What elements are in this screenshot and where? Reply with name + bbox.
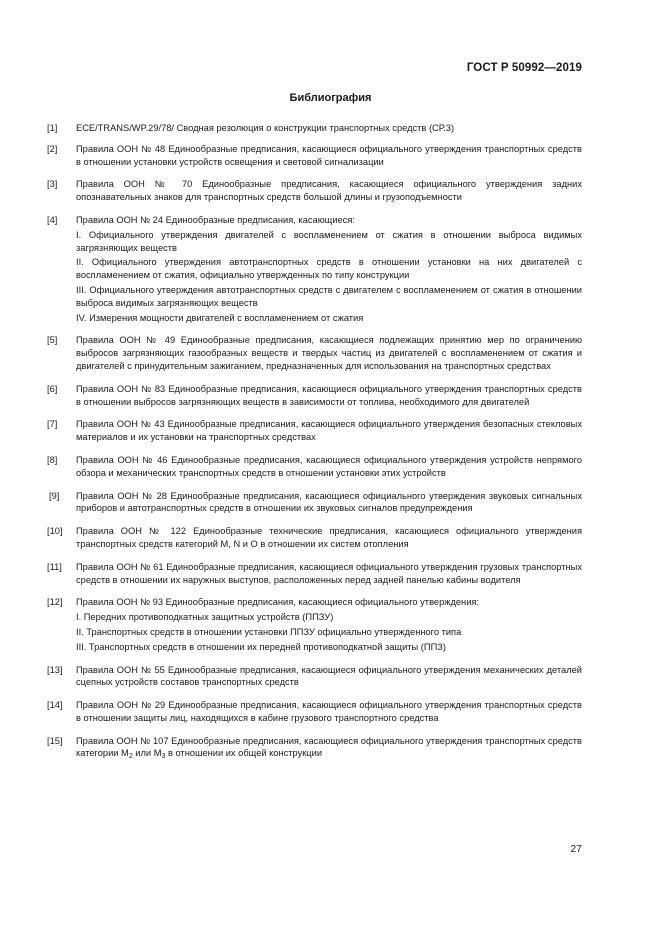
bibliography-entry — [47, 490, 582, 516]
entry-number: [6] — [47, 383, 58, 394]
entry-number: [4] — [47, 214, 58, 225]
entry-paragraph: Правила ООН № 46 Единообразные предписания, касающиеся официального утверждения устройств непрямого обзора и механических транспортных средств в отношении установки этих устройств — [76, 454, 582, 478]
entry-body — [76, 178, 582, 204]
entry-number: [11] — [47, 561, 62, 572]
entry-paragraph: Правила ООН № 43 Единообразные предписания, касающиеся официального утверждения безопасных стекловых материалов и их установки на транспортных средствах — [76, 419, 582, 443]
entry-body — [76, 383, 582, 409]
entry-paragraph: ECE/TRANS/WP.29/78/ Сводная резолюция о конструкции транспортных средств (СР.3) — [76, 123, 455, 133]
bibliography-entry — [47, 454, 582, 480]
entry-body — [76, 525, 582, 551]
entry-text: или М — [132, 748, 162, 759]
bibliography-entry — [47, 699, 582, 725]
entry-number: [12] — [47, 597, 63, 608]
entry-paragraph: Правила ООН № 48 Единообразные предписания, касающиеся официального утверждения транспортных средств в отношении установки устройств освещения и световой сигнализации — [76, 143, 582, 167]
entry-paragraph: Правила ООН № 61 Единообразные предписания, касающиеся официального утверждения грузовых транспортных средств в отношении их наружных выступов, расположенных перед задней панелью кабины водителя — [76, 561, 582, 585]
entry-paragraph: II. Официального утверждения автотранспортных средств в отношении установки на них двигателей с воспламенением от сжатия, официально утвержденных по типу конструкции — [76, 257, 582, 281]
entry-number: [10] — [47, 526, 63, 537]
entry-body — [76, 561, 582, 587]
entry-number: [13] — [47, 664, 63, 675]
entry-number: [8] — [47, 454, 58, 465]
entry-paragraph: Правила ООН № 122 Единообразные технические предписания, касающиеся официального утверждения транспортных средств категорий М, N и О в отношении их систем отопления — [76, 526, 582, 549]
bibliography-entry — [47, 664, 582, 690]
entry-paragraph: Правила ООН № 24 Единообразные предписания, касающиеся: — [76, 214, 355, 225]
entry-body — [76, 664, 582, 690]
entry-paragraph: I. Передних противоподкатных защитных устройств (ППЗУ) — [76, 612, 334, 623]
entry-body — [76, 418, 582, 444]
entry-body — [76, 699, 582, 725]
bibliography-entry — [47, 122, 582, 135]
bibliography-list — [47, 122, 582, 772]
subscript: 2 — [128, 753, 133, 761]
entry-paragraph: Правила ООН № 28 Единообразные предписания, касающиеся официального утверждения звуковых сигнальных приборов и автотранспортных средств в отношении их звуковых сигналов предупреждения — [76, 490, 582, 514]
entry-number: [7] — [47, 419, 58, 430]
entry-body — [76, 122, 582, 135]
bibliography-entry — [47, 735, 582, 761]
entry-paragraph — [76, 735, 582, 761]
bibliography-entry — [47, 383, 582, 409]
bibliography-entry — [47, 334, 582, 372]
entry-number: [1] — [47, 123, 58, 133]
bibliography-entry — [47, 178, 582, 204]
entry-number: [5] — [47, 335, 58, 346]
entry-body — [76, 735, 582, 761]
entry-body — [76, 490, 582, 516]
entry-number: [2] — [47, 143, 58, 154]
entry-body — [76, 454, 582, 480]
entry-paragraph: Правила ООН № 55 Единообразные предписания, касающиеся официального утверждения механических деталей сцепных устройств составов транспортных средств — [76, 664, 582, 688]
entry-paragraph: III. Транспортных средств в отношении их передней противоподкатной защиты (ППЗ) — [76, 641, 446, 652]
entry-paragraph: Правила ООН № 29 Единообразные предписания, касающиеся официального утверждения транспортных средств в отношении защиты лиц, находящихся в кабине грузового транспортного средства — [76, 700, 582, 723]
entry-paragraph: Правила ООН № 70 Единообразные предписания, касающиеся официального утверждения задних опознавательных знаков для транспортных средств большой длины и грузоподъемности — [76, 179, 582, 203]
bibliography-entry — [47, 525, 582, 551]
entry-paragraph: IV. Измерения мощности двигателей с воспламенением от сжатия — [76, 312, 364, 323]
bibliography-entry — [47, 143, 582, 169]
standard-code: ГОСТ Р 50992—2019 — [466, 62, 582, 74]
entry-text: в отношении их общей конструкции — [165, 748, 323, 759]
entry-paragraph: I. Официального утверждения двигателей с воспламенением от сжатия в отношении выброса видимых загрязняющих веществ — [76, 229, 582, 253]
entry-number: [9] — [49, 490, 60, 501]
entry-paragraph: Правила ООН № 49 Единообразные предписания, касающиеся подлежащих принятию мер по ограничению выбросов загрязняющих газообразных веществ и твердых частиц из двигателей с воспламенением от сжатия и двигателей с принудительным зажиганием, предназначенных для использования на транспортных средствах — [76, 335, 582, 371]
entry-body — [76, 334, 582, 372]
bibliography-entry — [47, 596, 582, 653]
bibliography-entry — [47, 214, 582, 324]
section-title: Библиография — [289, 92, 372, 104]
entry-body — [76, 143, 582, 169]
entry-number: [15] — [47, 735, 63, 746]
entry-number: [14] — [47, 700, 63, 711]
entry-paragraph: Правила ООН № 93 Единообразные предписания, касающиеся официального утверждения: — [76, 597, 479, 608]
entry-paragraph: II. Транспортных средств в отношении установки ППЗУ официально утвержденного типа — [76, 626, 462, 637]
entry-paragraph: Правила ООН № 83 Единообразные предписания, касающиеся официального утверждения транспортных средств в отношении выбросов загрязняющих веществ в зависимости от топлива, необходимого для двигателей — [76, 383, 582, 407]
entry-number: [3] — [47, 179, 58, 190]
subscript: 3 — [161, 753, 166, 761]
bibliography-entry — [47, 561, 582, 587]
entry-body — [76, 596, 582, 653]
page-number: 27 — [570, 843, 582, 855]
entry-text: Правила ООН № 107 Единообразные предписания, касающиеся официального утверждения транспортных средств категории М — [76, 735, 582, 759]
entry-paragraph: III. Официального утверждения автотранспортных средств с двигателем с воспламенением от сжатия в отношении выброса видимых загрязняющих веществ — [76, 284, 582, 308]
entry-body — [76, 214, 582, 324]
bibliography-entry — [47, 418, 582, 444]
